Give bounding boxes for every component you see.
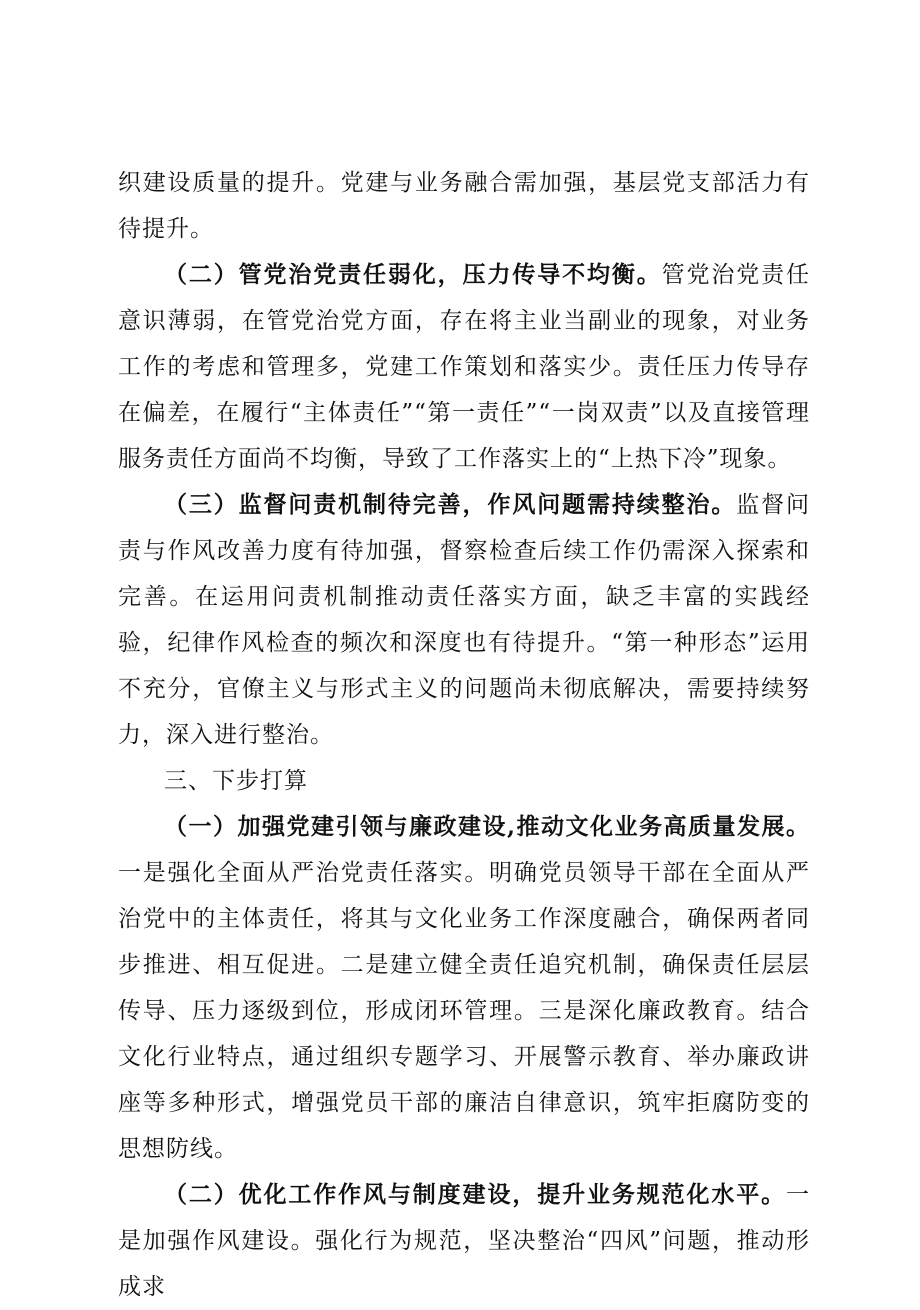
document-body <box>118 160 810 1310</box>
paragraph-section-3-1 <box>118 804 810 1172</box>
paragraph-heading: （一）加强党建引领与廉政建设,推动文化业务高质量发展。 <box>164 813 810 840</box>
paragraph-text: 管党治党责任意识薄弱，在管党治党方面，存在将主业当副业的现象，对业务工作的考虑和管理多，党建工作策划和落实少。责任压力传导存在偏差，在履行“主体责任”“第一责任”“一岗双责”以及直接管理服务责任方面尚不均衡，导致了工作落实上的“上热下冷”现象。 <box>118 262 811 472</box>
paragraph-continuation <box>118 160 810 252</box>
paragraph-heading: （三）监督问责机制待完善，作风问题需持续整治。 <box>164 491 737 518</box>
paragraph-text: 监督问责与作风改善力度有待加强，督察检查后续工作仍需深入探索和完善。在运用问责机制推动责任落实方面，缺乏丰富的实践经验，纪律作风检查的频次和深度也有待提升。“第一种形态”运用不充分，官僚主义与形式主义的问题尚未彻底解决，需要持续努力，深入进行整治。 <box>118 492 811 748</box>
section-heading-3 <box>118 758 810 804</box>
paragraph-section-3-2 <box>118 1172 810 1310</box>
paragraph-text: 一是加强作风建设。强化行为规范，坚决整治“四风”问题，推动形成求 <box>118 1182 810 1300</box>
paragraph-section-2-3 <box>118 482 810 758</box>
paragraph-heading: （二）优化工作作风与制度建设，提升业务规范化水平。 <box>164 1181 786 1208</box>
paragraph-text: 一是强化全面从严治党责任落实。明确党员领导干部在全面从严治党中的主体责任，将其与文化业务工作深度融合，确保两者同步推进、相互促进。二是建立健全责任追究机制，确保责任层层传导、压力逐级到位，形成闭环管理。三是深化廉政教育。结合文化行业特点，通过组织专题学习、开展警示教育、举办廉政讲座等多种形式，增强党员干部的廉洁自律意识，筑牢拒腐防变的思想防线。 <box>118 860 810 1162</box>
paragraph-heading: （二）管党治党责任弱化，压力传导不均衡。 <box>164 261 662 288</box>
paragraph-section-2-2 <box>118 252 810 482</box>
section-title: 三、下步打算 <box>164 768 308 794</box>
paragraph-text: 织建设质量的提升。党建与业务融合需加强，基层党支部活力有待提升。 <box>118 170 810 242</box>
